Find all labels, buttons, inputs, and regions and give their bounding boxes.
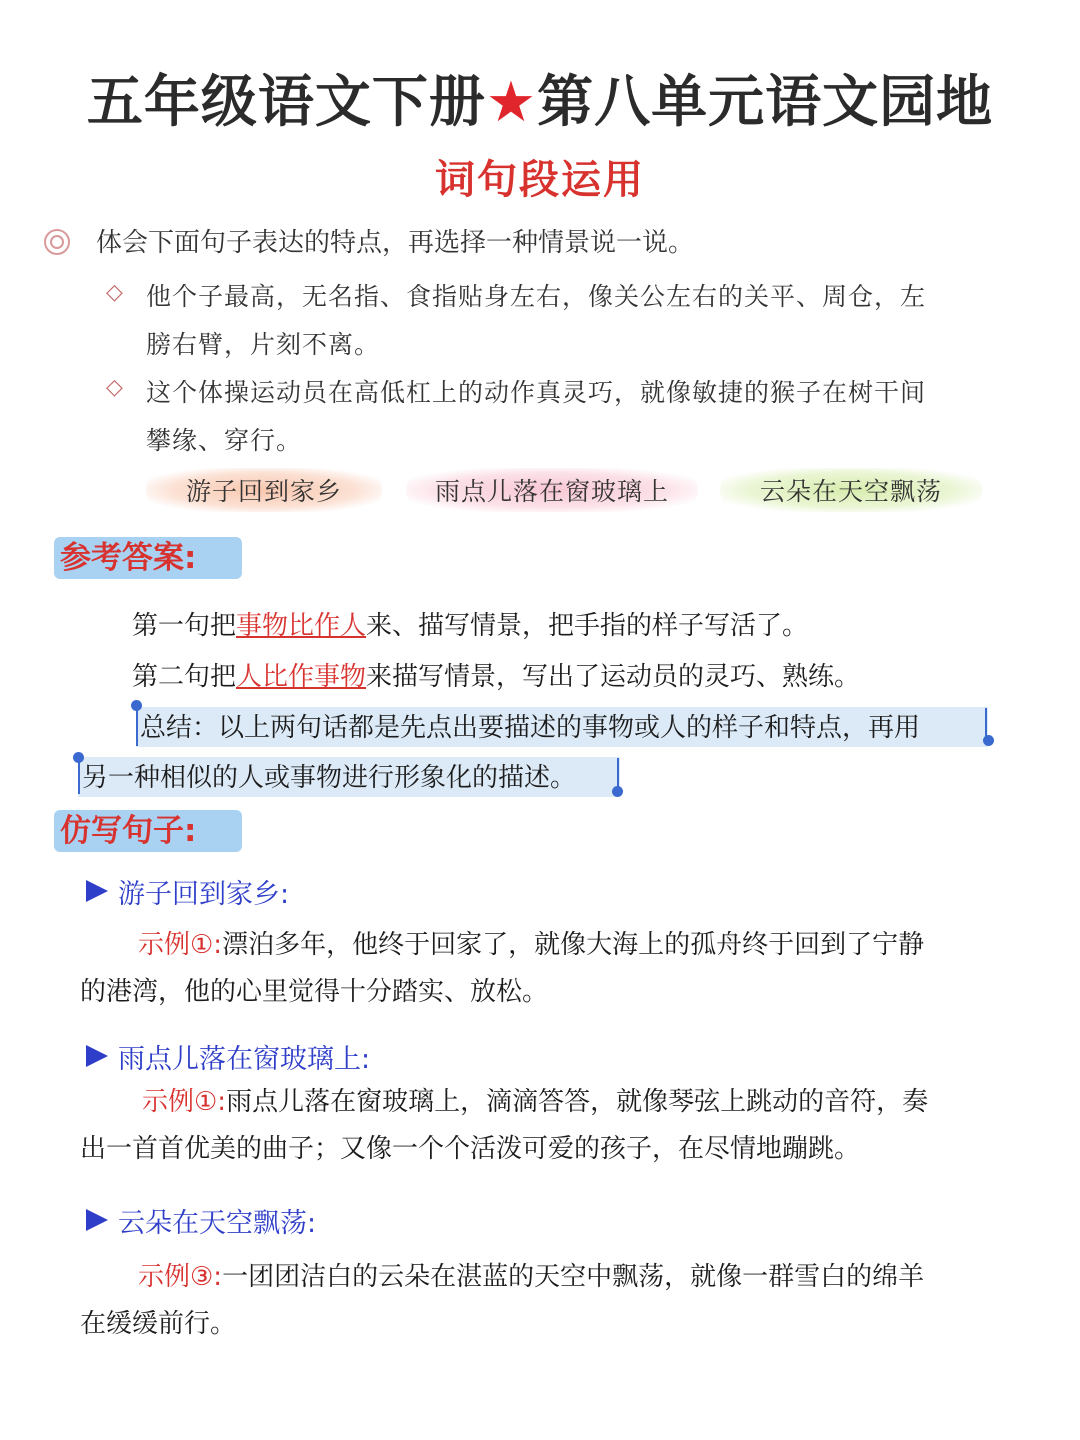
example-sentence-1-line-1: 他个子最高，无名指、食指贴身左右，像关公左右的关平、周仓，左: [146, 282, 927, 311]
selection-caret-end: [617, 758, 619, 788]
star-icon: ★: [485, 70, 538, 135]
question-prompt: 体会下面句子表达的特点，再选择一种情景说一说。: [96, 228, 695, 258]
title-right: 第八单元语文园地: [537, 70, 994, 135]
example-label: 示例①:: [138, 930, 223, 960]
example-label: 示例①:: [142, 1087, 227, 1117]
page-subtitle: 词句段运用: [435, 157, 645, 203]
imitate-3-line-2: 在缓缓前行。: [80, 1309, 237, 1339]
diamond-bullet-icon: ◇: [106, 280, 123, 305]
answer-line-2-post: 来描写情景，写出了运动员的灵巧、熟练。: [366, 662, 861, 692]
imitate-heading-2: 雨点儿落在窗玻璃上:: [118, 1044, 371, 1075]
scene-chip-raindrops: 雨点儿落在窗玻璃上: [406, 468, 698, 512]
section-tag-answer: 参考答案:: [54, 537, 242, 579]
answer-line-1-pre: 第一句把: [132, 611, 237, 641]
example-label: 示例③:: [138, 1262, 223, 1292]
imitate-3-line-1: [138, 1256, 924, 1293]
page-title: [0, 58, 1080, 138]
selection-caret-start: [136, 708, 138, 746]
selection-handle-start[interactable]: [131, 700, 142, 711]
imitate-1-line-1: [138, 924, 924, 961]
answer-line-2: [132, 656, 860, 693]
example-sentence-2-line-1: 这个体操运动员在高低杠上的动作真灵巧，就像敏捷的猴子在树干间: [146, 378, 927, 407]
flower-circle-icon: [44, 229, 70, 255]
arrow-right-icon: [86, 1209, 108, 1231]
answer-line-2-highlight: 人比作事物: [236, 662, 367, 692]
imitate-1-text: 漂泊多年，他终于回家了，就像大海上的孤舟终于回到了宁静: [222, 930, 925, 960]
title-left: 五年级语文下册: [86, 70, 486, 135]
imitate-2-text: 雨点儿落在窗玻璃上，滴滴答答，就像琴弦上跳动的音符，奏: [226, 1087, 929, 1117]
imitate-1-line-2: 的港湾，他的心里觉得十分踏实、放松。: [80, 977, 549, 1007]
scene-chip-clouds: 云朵在天空飘荡: [720, 468, 982, 512]
section-tag-imitate: 仿写句子:: [54, 810, 242, 852]
imitate-2-line-1: [142, 1081, 928, 1118]
answer-line-1-highlight: 事物比作人: [236, 611, 367, 641]
arrow-right-icon: [86, 1045, 108, 1067]
selection-handle-end[interactable]: [612, 786, 623, 797]
selection-line-handle: [983, 735, 994, 746]
answer-line-2-pre: 第二句把: [132, 662, 237, 692]
imitate-3-text: 一团团洁白的云朵在湛蓝的天空中飘荡，就像一群雪白的绵羊: [222, 1262, 925, 1292]
imitate-heading-3: 云朵在天空飘荡:: [118, 1208, 317, 1239]
imitate-2-line-2: 出一首首优美的曲子；又像一个个活泼可爱的孩子，在尽情地蹦跳。: [80, 1134, 861, 1164]
summary-line-1[interactable]: 总结：以上两句话都是先点出要描述的事物或人的样子和特点，再用: [140, 713, 921, 743]
answer-line-1-post: 来、描写情景，把手指的样子写活了。: [366, 611, 809, 641]
diamond-bullet-icon: ◇: [106, 375, 123, 400]
imitate-heading-1: 游子回到家乡:: [118, 879, 290, 910]
answer-line-1: [132, 605, 808, 642]
example-sentence-1-line-2: 膀右臂，片刻不离。: [146, 330, 381, 359]
summary-line-2[interactable]: 另一种相似的人或事物进行形象化的描述。: [82, 763, 577, 793]
arrow-right-icon: [86, 880, 108, 902]
scene-chip-hometown: 游子回到家乡: [146, 468, 382, 512]
selection-caret-line-start: [78, 758, 80, 794]
example-sentence-2-line-2: 攀缘、穿行。: [146, 426, 303, 455]
